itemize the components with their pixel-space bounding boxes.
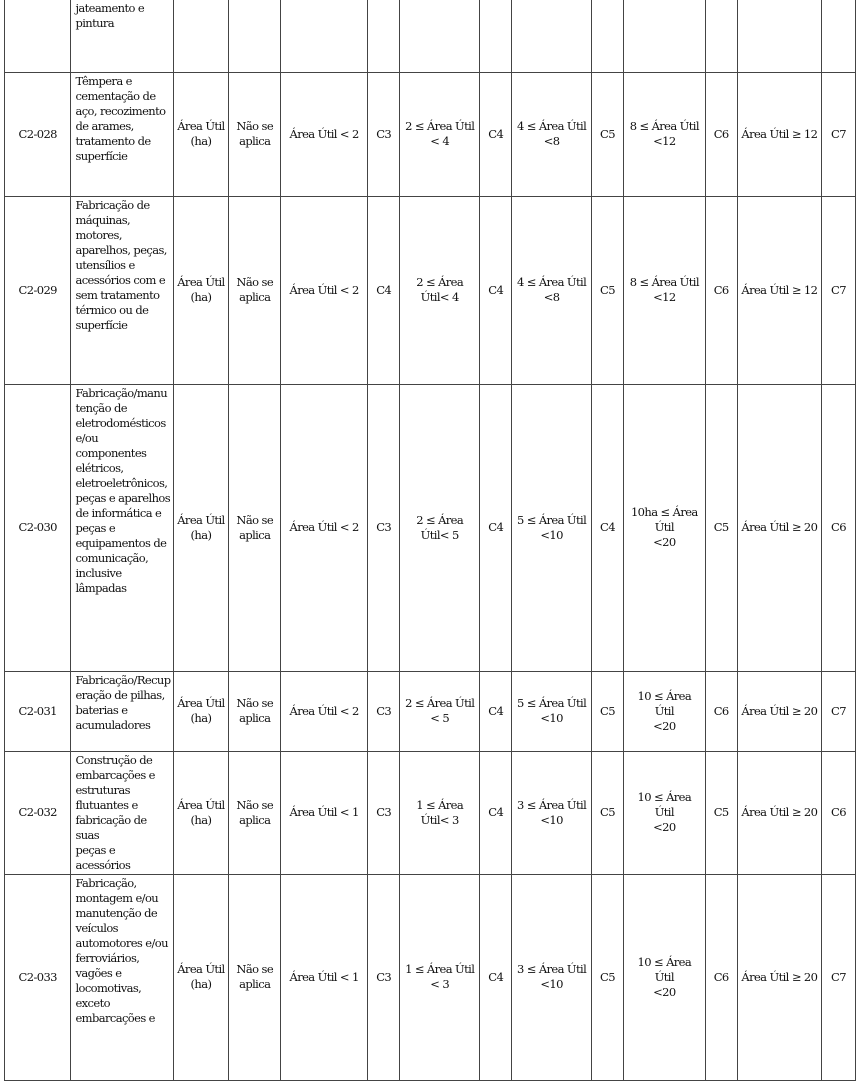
size-range-1-cell: Área Útil < 2	[281, 671, 368, 751]
activity-description-cell	[71, 196, 173, 384]
pollutant-potential-cell-line: Não se	[236, 797, 274, 812]
size-range-1-cell: Área Útil < 2	[281, 196, 368, 384]
class-3-cell: C5	[591, 874, 623, 1080]
size-criterion-cell-line: (ha)	[190, 134, 212, 148]
class-2-cell	[480, 0, 512, 72]
class-5-cell: C7	[822, 72, 856, 196]
class-5-cell: C7	[822, 671, 856, 751]
activity-description-cell	[71, 0, 173, 72]
size-criterion-cell	[173, 874, 229, 1080]
size-range-2-cell: 2 ≤ Área Útil < 5	[400, 671, 480, 751]
activity-description-cell-line: baterias e	[75, 702, 128, 717]
activity-description-cell-line: manutenção de	[75, 905, 158, 920]
size-range-2-cell: 2 ≤ Área Útil< 5	[400, 384, 480, 671]
class-1-cell: C3	[368, 874, 400, 1080]
activity-description-cell-line: ferroviários,	[75, 950, 140, 965]
activity-description-cell-line: Têmpera e	[75, 73, 132, 88]
activity-description-cell-line: eletrodomésticos	[75, 415, 166, 430]
table-row	[5, 0, 856, 72]
activity-code-cell: C2-031	[5, 671, 71, 751]
size-range-5-cell	[737, 0, 821, 72]
table-row	[5, 874, 856, 1080]
pollutant-potential-cell	[229, 72, 281, 196]
activity-code-cell: C2-029	[5, 196, 71, 384]
size-range-4-cell-line: 10ha ≤ Área Útil	[630, 505, 698, 534]
size-criterion-cell-line: Área Útil	[177, 275, 225, 289]
class-3-cell: C5	[591, 72, 623, 196]
class-5-cell: C7	[822, 196, 856, 384]
size-range-5-cell: Área Útil ≥ 12	[737, 72, 821, 196]
activity-description-cell-line: aço, recozimento	[75, 103, 166, 118]
activity-description-cell-line: locomotivas,	[75, 980, 142, 995]
class-3-cell: C5	[591, 671, 623, 751]
activity-description-cell-line: de arames,	[75, 118, 134, 133]
size-range-4-cell-line: 10 ≤ Área Útil	[637, 790, 692, 819]
activity-description-cell-line: jateamento e	[75, 1, 145, 15]
activity-description-cell-line: embarcações e	[75, 1010, 155, 1025]
size-range-3-cell: 3 ≤ Área Útil <10	[512, 751, 592, 874]
pollutant-potential-cell	[229, 874, 281, 1080]
class-4-cell: C5	[705, 751, 737, 874]
pollutant-potential-cell	[229, 384, 281, 671]
size-range-4-cell	[624, 874, 706, 1080]
size-criterion-cell	[173, 751, 229, 874]
activity-description-cell-line: vagões e	[75, 965, 122, 980]
activity-description-cell-line: montagem e/ou	[75, 890, 159, 905]
class-2-cell: C4	[480, 874, 512, 1080]
class-2-cell: C4	[480, 671, 512, 751]
size-criterion-cell-line: Área Útil	[177, 797, 225, 812]
activity-description-cell-line: acessórios com e	[75, 272, 166, 287]
size-criterion-cell-line: Área Útil	[177, 119, 225, 133]
size-range-3-cell: 5 ≤ Área Útil <10	[512, 384, 592, 671]
pollutant-potential-cell-line: aplica	[239, 711, 271, 725]
size-range-4-cell-line: 8 ≤ Área Útil <12	[629, 275, 699, 304]
size-range-4-cell	[624, 0, 706, 72]
size-range-2-cell: 1 ≤ Área Útil< 3	[400, 751, 480, 874]
class-2-cell: C4	[480, 384, 512, 671]
class-5-cell: C7	[822, 874, 856, 1080]
class-3-cell: C5	[591, 196, 623, 384]
size-range-4-cell	[624, 751, 706, 874]
activity-description-cell-line: fabricação de suas	[75, 812, 147, 842]
activity-description-cell-line: máquinas,	[75, 212, 131, 227]
size-range-2-cell: 2 ≤ Área Útil< 4	[400, 196, 480, 384]
size-range-5-cell: Área Útil ≥ 20	[737, 874, 821, 1080]
class-5-cell	[822, 0, 856, 72]
activity-description-cell-line: automotores e/ou	[75, 935, 168, 950]
pollutant-potential-cell	[229, 0, 281, 72]
size-range-3-cell: 4 ≤ Área Útil <8	[512, 72, 592, 196]
pollutant-potential-cell-line: aplica	[239, 527, 271, 542]
class-3-cell: C5	[591, 751, 623, 874]
activity-code-cell: C2-030	[5, 384, 71, 671]
activity-description-cell-line: eletroeletrônicos,	[75, 475, 168, 490]
pollutant-potential-cell-line: Não se	[236, 962, 274, 976]
table-row	[5, 671, 856, 751]
size-range-4-cell-line: <20	[653, 718, 676, 733]
activity-description-cell-line: tratamento de	[75, 133, 151, 148]
activity-description-cell-line: de informática e	[75, 505, 162, 520]
activity-description-cell-line: superfície	[75, 148, 128, 163]
activity-description-cell-line: Fabricação/manu	[75, 385, 167, 400]
class-4-cell: C6	[705, 874, 737, 1080]
activity-description-cell-line: Construção de	[75, 752, 153, 767]
table-row	[5, 196, 856, 384]
size-range-4-cell-line: <20	[653, 820, 676, 834]
activity-description-cell-line: peças e aparelhos	[75, 490, 171, 505]
activity-description-cell-line: térmico ou de	[75, 302, 149, 317]
activity-description-cell-line: aparelhos, peças,	[75, 242, 167, 257]
size-criterion-cell-line: Área Útil	[177, 696, 225, 710]
class-1-cell: C3	[368, 72, 400, 196]
activity-description-cell-line: exceto	[75, 995, 110, 1010]
size-range-1-cell: Área Útil < 2	[281, 72, 368, 196]
size-criterion-cell-line: (ha)	[190, 290, 212, 304]
size-range-4-cell	[624, 196, 706, 384]
activity-description-cell-line: estruturas	[75, 782, 130, 797]
size-criterion-cell	[173, 72, 229, 196]
size-criterion-cell	[173, 384, 229, 671]
size-range-1-cell: Área Útil < 1	[281, 751, 368, 874]
size-criterion-cell-line: (ha)	[190, 527, 212, 542]
size-range-4-cell-line: <20	[653, 535, 676, 549]
pollutant-potential-cell-line: aplica	[239, 812, 271, 827]
size-criterion-cell	[173, 196, 229, 384]
class-3-cell	[591, 0, 623, 72]
size-range-1-cell: Área Útil < 2	[281, 384, 368, 671]
activity-description-cell-line: embarcações e	[75, 767, 155, 782]
size-range-4-cell	[624, 671, 706, 751]
activity-code-cell	[5, 0, 71, 72]
activity-description-cell-line: pintura	[75, 16, 115, 30]
pollutant-potential-cell	[229, 196, 281, 384]
size-range-4-cell	[624, 384, 706, 671]
table-row	[5, 72, 856, 196]
size-criterion-cell	[173, 0, 229, 72]
activity-description-cell	[71, 72, 173, 196]
activity-code-cell: C2-032	[5, 751, 71, 874]
activity-description-cell-line: Fabricação,	[75, 875, 137, 890]
activity-description-cell-line: superfície	[75, 317, 128, 332]
class-1-cell: C3	[368, 384, 400, 671]
size-range-3-cell: 4 ≤ Área Útil <8	[512, 196, 592, 384]
class-4-cell: C6	[705, 72, 737, 196]
activity-code-cell: C2-028	[5, 72, 71, 196]
size-range-4-cell-line: 10 ≤ Área Útil	[637, 688, 692, 718]
class-1-cell: C3	[368, 671, 400, 751]
activity-description-cell-line: Fabricação/Recup	[75, 672, 171, 687]
size-criterion-cell-line: (ha)	[190, 812, 212, 827]
activity-description-cell-line: peças e acessórios	[75, 842, 131, 872]
size-criterion-cell-line: (ha)	[190, 977, 212, 991]
pollutant-potential-cell-line: Não se	[236, 275, 274, 289]
size-range-3-cell: 3 ≤ Área Útil <10	[512, 874, 592, 1080]
activity-description-cell	[71, 874, 173, 1080]
activity-code-cell: C2-033	[5, 874, 71, 1080]
class-4-cell: C6	[705, 196, 737, 384]
class-4-cell: C6	[705, 671, 737, 751]
pollutant-potential-cell-line: Não se	[236, 119, 274, 133]
activity-description-cell-line: componentes	[75, 445, 147, 460]
activity-description-cell	[71, 384, 173, 671]
activity-description-cell-line: tenção de	[75, 400, 127, 415]
activity-classification-table	[4, 0, 856, 1081]
activity-description-cell-line: sem tratamento	[75, 287, 160, 302]
size-range-2-cell	[400, 0, 480, 72]
class-1-cell: C4	[368, 196, 400, 384]
size-range-3-cell: 5 ≤ Área Útil <10	[512, 671, 592, 751]
activity-description-cell-line: comunicação,	[75, 550, 149, 565]
size-range-1-cell	[281, 0, 368, 72]
class-4-cell	[705, 0, 737, 72]
class-5-cell: C6	[822, 384, 856, 671]
activity-description-cell-line: veículos	[75, 920, 118, 935]
size-range-5-cell: Área Útil ≥ 20	[737, 671, 821, 751]
class-1-cell	[368, 0, 400, 72]
size-range-2-cell: 2 ≤ Área Útil < 4	[400, 72, 480, 196]
class-2-cell: C4	[480, 196, 512, 384]
pollutant-potential-cell-line: aplica	[239, 977, 271, 991]
pollutant-potential-cell-line: Não se	[236, 512, 274, 527]
activity-description-cell	[71, 751, 173, 874]
size-range-5-cell: Área Útil ≥ 12	[737, 196, 821, 384]
size-range-4-cell-line: 8 ≤ Área Útil <12	[629, 119, 699, 148]
size-range-4-cell-line: 10 ≤ Área Útil	[637, 954, 692, 984]
pollutant-potential-cell	[229, 751, 281, 874]
pollutant-potential-cell-line: aplica	[239, 134, 271, 148]
size-range-2-cell: 1 ≤ Área Útil < 3	[400, 874, 480, 1080]
class-3-cell: C4	[591, 384, 623, 671]
size-criterion-cell-line: Área Útil	[177, 962, 225, 976]
activity-description-cell-line: utensílios e	[75, 257, 135, 272]
size-criterion-cell-line: (ha)	[190, 711, 212, 725]
activity-description-cell-line: peças e	[75, 520, 116, 535]
table-row	[5, 384, 856, 671]
class-2-cell: C4	[480, 751, 512, 874]
size-criterion-cell-line: Área Útil	[177, 512, 225, 527]
activity-description-cell-line: inclusive	[75, 565, 122, 580]
activity-description-cell-line: equipamentos de	[75, 535, 167, 550]
pollutant-potential-cell-line: Não se	[236, 696, 274, 710]
class-4-cell: C5	[705, 384, 737, 671]
activity-description-cell-line: eração de pilhas,	[75, 687, 165, 702]
size-range-3-cell	[512, 0, 592, 72]
activity-description-cell-line: motores,	[75, 227, 122, 242]
activity-description-cell-line: flutuantes e	[75, 797, 138, 812]
activity-description-cell-line: elétricos,	[75, 460, 124, 475]
size-range-4-cell	[624, 72, 706, 196]
class-2-cell: C4	[480, 72, 512, 196]
class-1-cell: C3	[368, 751, 400, 874]
size-criterion-cell	[173, 671, 229, 751]
activity-description-cell-line: acumuladores	[75, 717, 151, 732]
size-range-5-cell: Área Útil ≥ 20	[737, 751, 821, 874]
size-range-5-cell: Área Útil ≥ 20	[737, 384, 821, 671]
activity-description-cell	[71, 671, 173, 751]
class-5-cell: C6	[822, 751, 856, 874]
table-row	[5, 751, 856, 874]
activity-description-cell-line: lâmpadas	[75, 580, 127, 595]
activity-description-cell-line: Fabricação de	[75, 197, 150, 212]
size-range-1-cell: Área Útil < 1	[281, 874, 368, 1080]
pollutant-potential-cell	[229, 671, 281, 751]
pollutant-potential-cell-line: aplica	[239, 290, 271, 304]
activity-description-cell-line: e/ou	[75, 430, 99, 445]
activity-description-cell-line: cementação de	[75, 88, 156, 103]
size-range-4-cell-line: <20	[653, 984, 676, 999]
